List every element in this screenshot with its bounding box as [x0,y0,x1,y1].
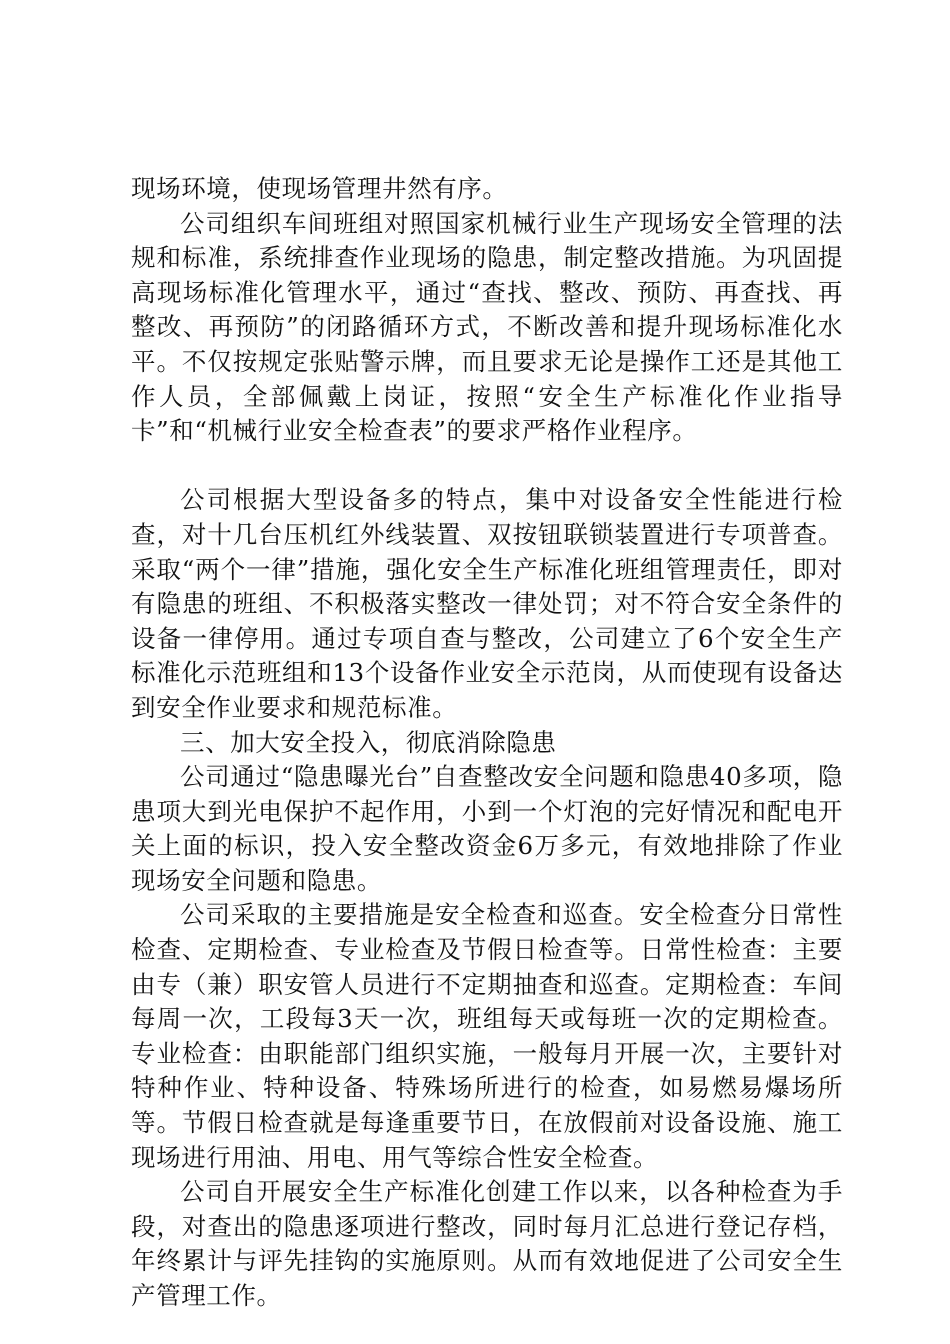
section-heading-safety-investment: 三、加大安全投入，彻底消除隐患 [180,727,557,757]
paragraph-standardization-results: 公司自开展安全生产标准化创建工作以来，以各种检查为手段，对查出的隐患逐项进行整改，同时每月汇总进行登记存档，年终累计与评先挂钩的实施原则。从而有效地促进了公司安全生产管理工作。 [131,1177,843,1310]
document-body [131,172,843,1314]
paragraph-site-standardization: 公司组织车间班组对照国家机械行业生产现场安全管理的法规和标准，系统排查作业现场的隐患，制定整改措施。为巩固提高现场标准化管理水平，通过“查找、整改、预防、再查找、再整改、再预防”的闭路循环方式，不断改善和提升现场标准化水平。不仅按规定张贴警示牌，而且要求无论是操作工还是其他工作人员，全部佩戴上岗证，按照“安全生产标准化作业指导卡”和“机械行业安全检查表”的要求严格作业程序。 [131,208,843,446]
paragraph-continuation: 现场环境，使现场管理井然有序。 [131,174,508,203]
paragraph-hazard-exposure: 公司通过“隐患曝光台”自查整改安全问题和隐患40多项，隐患项大到光电保护不起作用，小到一个灯泡的完好情况和配电开关上面的标识，投入安全整改资金6万多元，有效地排除了作业现场安全问题和隐患。 [131,762,843,895]
paragraph-equipment-inspection: 公司根据大型设备多的特点，集中对设备安全性能进行检查，对十几台压机红外线装置、双按钮联锁装置进行专项普查。采取“两个一律”措施，强化安全生产标准化班组管理责任，即对有隐患的班组、不积极落实整改一律处罚；对不符合安全条件的设备一律停用。通过专项自查与整改，公司建立了6个安全生产标准化示范班组和13个设备作业安全示范岗，从而使现有设备达到安全作业要求和规范标准。 [131,485,843,722]
paragraph-inspection-measures: 公司采取的主要措施是安全检查和巡查。安全检查分日常性检查、定期检查、专业检查及节假日检查等。日常性检查：主要由专（兼）职安管人员进行不定期抽查和巡查。定期检查：车间每周一次，工段每3天一次，班组每天或每班一次的定期检查。专业检查：由职能部门组织实施，一般每月开展一次，主要针对特种作业、特种设备、特殊场所进行的检查，如易燃易爆场所等。节假日检查就是每逢重要节日，在放假前对设备设施、施工现场进行用油、用电、用气等综合性安全检查。 [131,900,843,1172]
